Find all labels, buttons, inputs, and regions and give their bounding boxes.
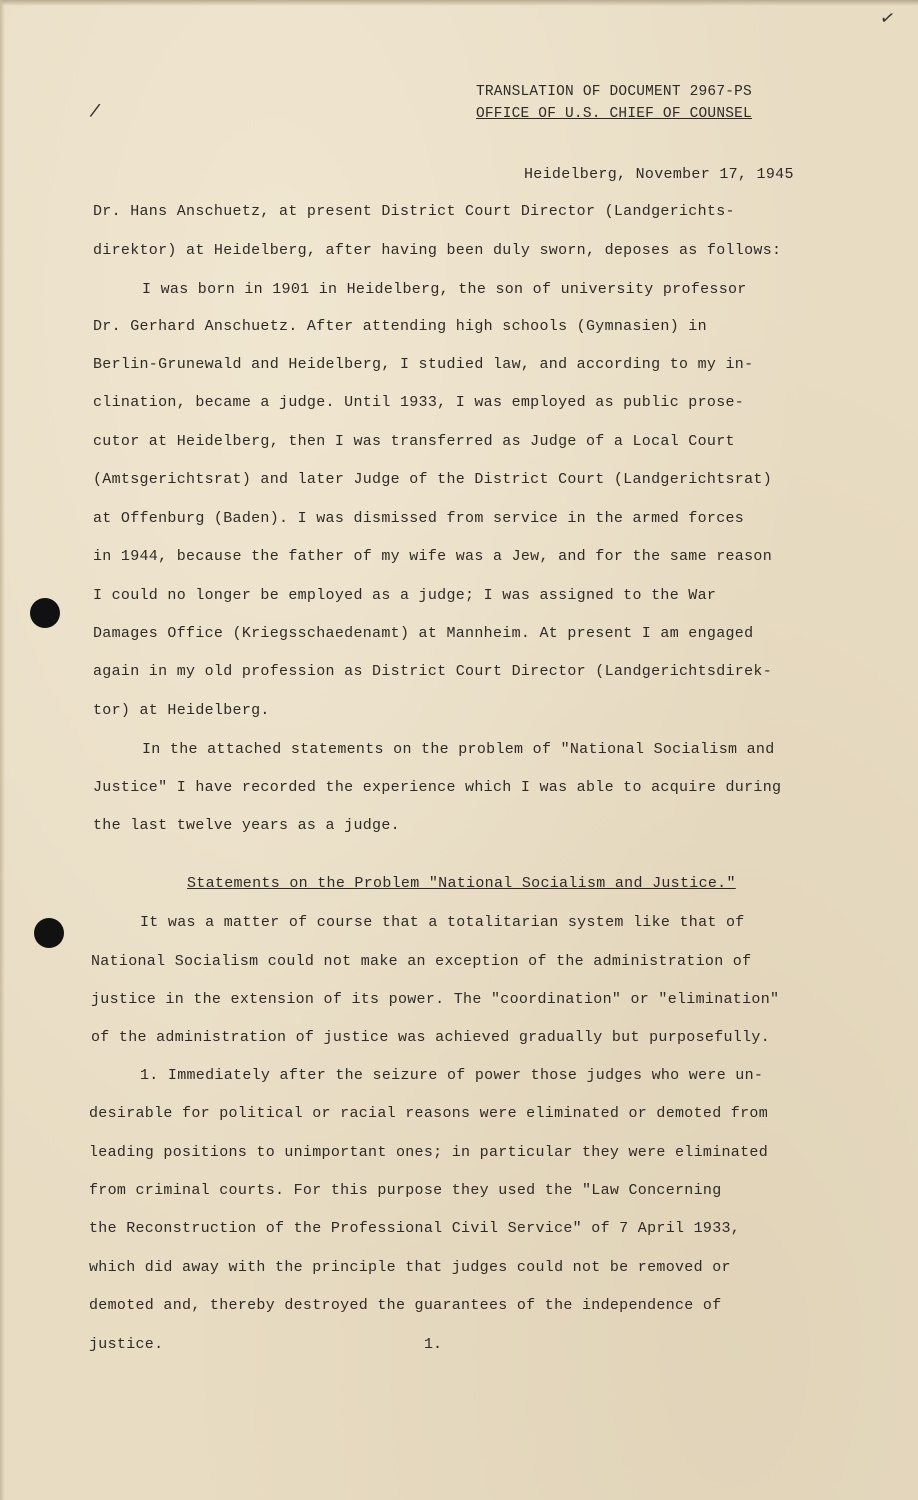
paragraph-line: again in my old profession as District Court Director (Landgerichtsdirek- xyxy=(93,663,773,680)
checkmark-icon: ✓ xyxy=(878,6,897,31)
pen-stroke-icon: / xyxy=(88,99,102,122)
paragraph-line: leading positions to unimportant ones; in particular they were eliminated xyxy=(89,1144,769,1161)
intro-line: Dr. Hans Anschuetz, at present District Court Director (Landgerichts- xyxy=(93,203,735,220)
paragraph-line: demoted and, thereby destroyed the guarantees of the independence of xyxy=(89,1297,722,1314)
paragraph-line: National Socialism could not make an exception of the administration of xyxy=(91,953,752,970)
office-header: OFFICE OF U.S. CHIEF OF COUNSEL xyxy=(476,106,752,122)
paragraph-line: which did away with the principle that judges could not be removed or xyxy=(89,1259,731,1276)
paragraph-line: cutor at Heidelberg, then I was transferred as Judge of a Local Court xyxy=(93,433,735,450)
paragraph-line: I could no longer be employed as a judge; I was assigned to the War xyxy=(93,587,717,604)
paragraph-line: the Reconstruction of the Professional Civil Service" of 7 April 1933, xyxy=(89,1220,741,1237)
paragraph-line: 1. Immediately after the seizure of power those judges who were un- xyxy=(140,1067,764,1084)
paragraph-line: Damages Office (Kriegsschaedenamt) at Mannheim. At present I am engaged xyxy=(93,625,754,642)
paragraph-line: It was a matter of course that a totalitarian system like that of xyxy=(140,914,745,931)
section-title: Statements on the Problem "National Socialism and Justice." xyxy=(187,875,736,892)
paragraph-line: the last twelve years as a judge. xyxy=(93,817,400,834)
paragraph-line: Dr. Gerhard Anschuetz. After attending high schools (Gymnasien) in xyxy=(93,318,707,335)
paragraph-line: in 1944, because the father of my wife was a Jew, and for the same reason xyxy=(93,548,773,565)
page-number: 1. xyxy=(424,1336,443,1353)
paragraph-line: Berlin-Grunewald and Heidelberg, I studied law, and according to my in- xyxy=(93,356,754,373)
paragraph-line: at Offenburg (Baden). I was dismissed from service in the armed forces xyxy=(93,510,745,527)
paragraph-line: justice. xyxy=(89,1336,164,1353)
punch-hole-upper xyxy=(30,598,60,628)
paragraph-line: of the administration of justice was achieved gradually but purposefully. xyxy=(91,1029,771,1046)
paper-left-edge xyxy=(0,0,5,1500)
paragraph-line: desirable for political or racial reasons were eliminated or demoted from xyxy=(89,1105,769,1122)
translation-header: TRANSLATION OF DOCUMENT 2967-PS xyxy=(476,84,752,100)
punch-hole-lower xyxy=(34,918,64,948)
intro-line: direktor) at Heidelberg, after having been duly sworn, deposes as follows: xyxy=(93,242,782,259)
paragraph-line: Justice" I have recorded the experience which I was able to acquire during xyxy=(93,779,782,796)
paragraph-line: In the attached statements on the problem of "National Socialism and xyxy=(142,741,775,758)
paper-top-edge xyxy=(0,0,918,6)
paragraph-line: I was born in 1901 in Heidelberg, the son of university professor xyxy=(142,281,747,298)
date-line: Heidelberg, November 17, 1945 xyxy=(524,166,794,183)
paragraph-line: (Amtsgerichtsrat) and later Judge of the District Court (Landgerichtsrat) xyxy=(93,471,773,488)
paragraph-line: justice in the extension of its power. The "coordination" or "elimination" xyxy=(91,991,780,1008)
paragraph-line: from criminal courts. For this purpose they used the "Law Concerning xyxy=(89,1182,722,1199)
paragraph-line: clination, became a judge. Until 1933, I was employed as public prose- xyxy=(93,394,745,411)
paragraph-line: tor) at Heidelberg. xyxy=(93,702,270,719)
